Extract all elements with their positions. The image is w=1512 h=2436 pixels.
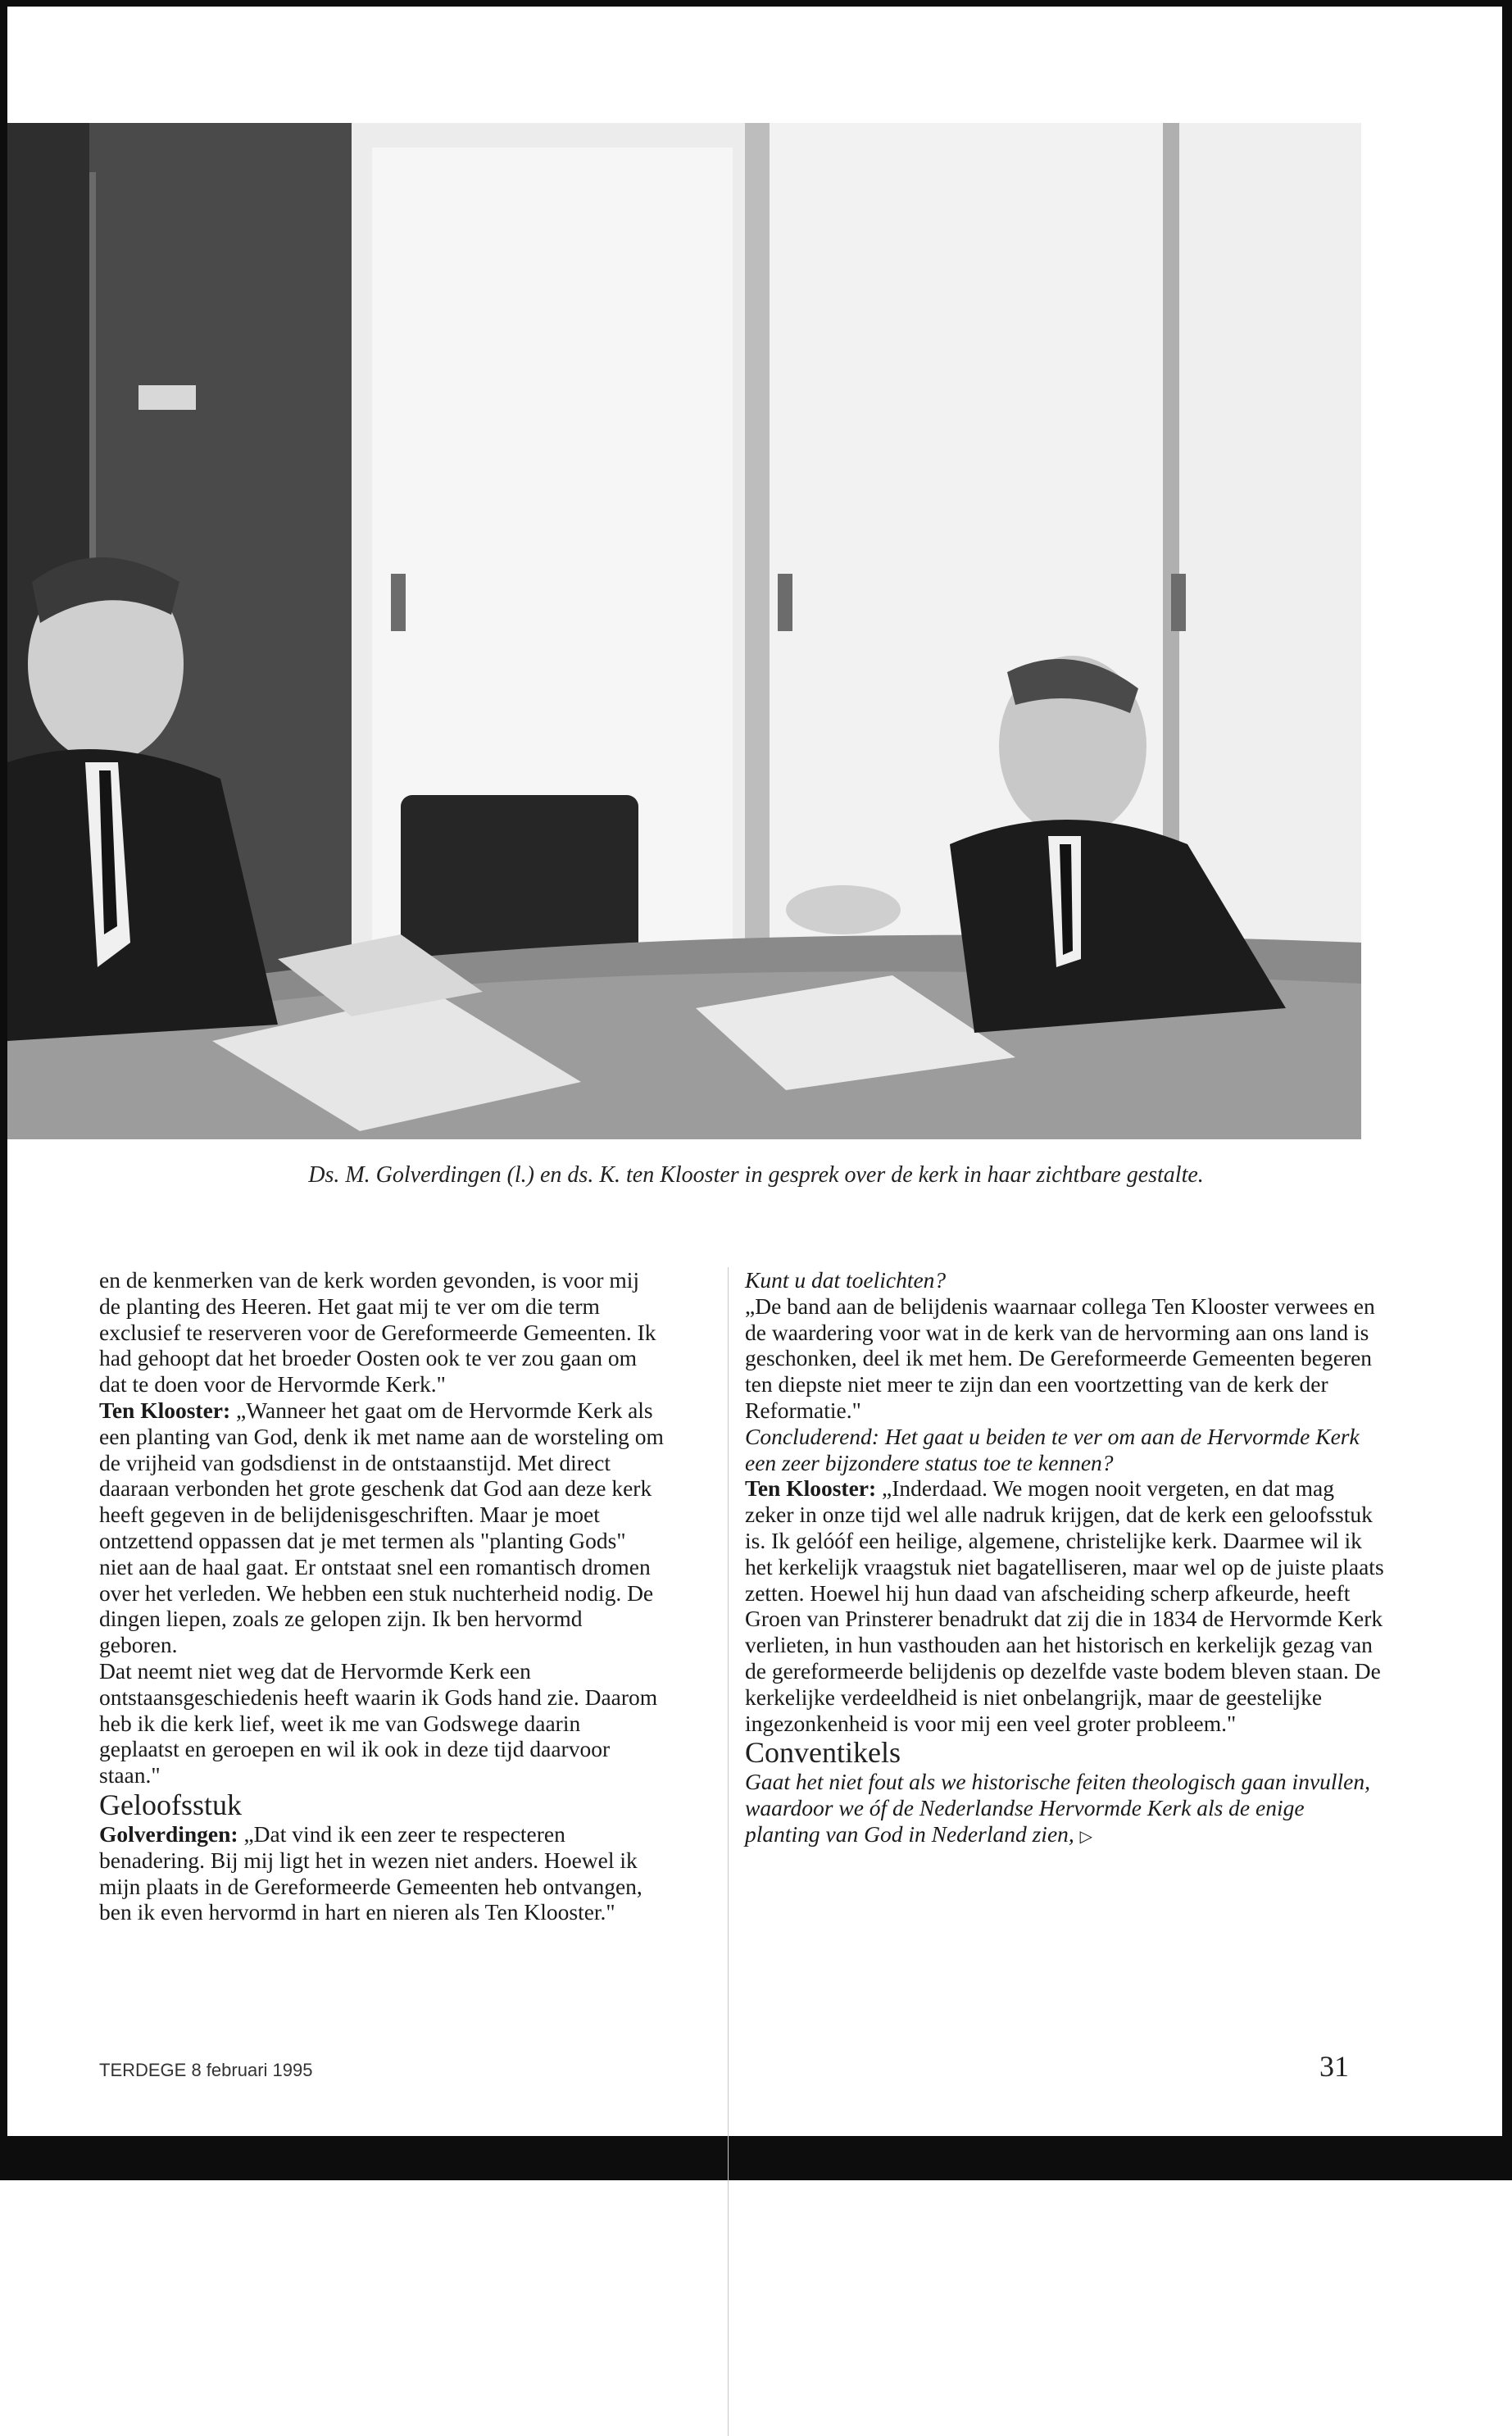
left-paragraph-1: en de kenmerken van de kerk worden gevonden, is voor mij de planting des Heeren. Het gaat mij te ver om die term exclusief te reserveren voor de Gereformeerde Gemeenten. Ik had gehoopt dat het broeder Oosten ook te ver zou gaan om dat te doen voor de Hervormde Kerk." — [99, 1267, 656, 1398]
question-3-paragraph — [745, 1769, 1384, 1850]
answer-1: „De band aan de belijdenis waarnaar collega Ten Klooster verwees en de waardering voor wat in de kerk van de hervorming aan ons land is geschonken, deel ik met hem. De Gereformeerde Gemeenten begeren ten diepste niet meer te zijn dan een voortzetting van de kerk der Reformatie." — [745, 1293, 1375, 1423]
footer-publication: TERDEGE 8 februari 1995 — [99, 2060, 313, 2080]
left-paragraph-2: Dat neemt niet weg dat de Hervormde Kerk een ontstaansgeschiedenis heeft waarin ik Gods hand zie. Daarom heb ik die kerk lief, weet ik me van Godswege daarin geplaatst en geroepen en wil ik ook in deze tijd daarvoor staan." — [99, 1657, 658, 1788]
speaker-text: „Inderdaad. We mogen nooit vergeten, en dat mag zeker in onze tijd wel alle nadruk krijgen, dat de kerk een geloofsstuk is. Ik gelóóf een heilige, algemene, christelijke kerk. Daarmee wil ik het kerkelijk vraagstuk niet bagatelliseren, maar wel op de juiste plaats zetten. Hoewel hij hun daad van afscheiding scherp afkeurde, heeft Groen van Prinsterer benadrukt dat zij die in 1834 de Hervormde Kerk verlieten, in hun vasthouden aan het historisch en kerkelijk gezag van de gereformeerde belijdenis op dezelfde vaste bodem bleven staan. De kerkelijke verdeeldheid is niet onbelangrijk, maar de geestelijke ingezonkenheid is voor mij een veel groter probleem." — [745, 1475, 1384, 1736]
question-3: Gaat het niet fout als we historische feiten theologisch gaan invullen, waardoor we óf de Nederlandse Hervormde Kerk als de enige planting van God in Nederland zien, — [745, 1769, 1371, 1847]
left-paragraph-speaker-ten-klooster — [99, 1398, 665, 1658]
section-heading-conventikels: Conventikels — [745, 1736, 901, 1770]
right-paragraph-speaker-ten-klooster — [745, 1475, 1384, 1736]
left-paragraph-speaker-golverdingen — [99, 1821, 665, 1925]
photo-caption: Ds. M. Golverdingen (l.) en ds. K. ten Klooster in gesprek over de kerk in haar zichtbare gestalte. — [308, 1162, 1204, 1188]
left-column — [99, 1267, 665, 1925]
scan-edge-top — [0, 0, 1512, 7]
speaker-label: Golverdingen: — [99, 1820, 238, 1847]
scan-edge-right — [1502, 0, 1512, 2180]
question-1: Kunt u dat toelichten? — [745, 1267, 947, 1293]
speaker-text: „Wanneer het gaat om de Hervormde Kerk als een planting van God, denk ik met name aan de worsteling om de vrijheid van godsdienst in de ontstaanstijd. Met direct daaraan verbonden het grote geschenk dat God aan deze kerk heeft gegeven in de belijdenisgeschriften. Maar je moet ontzettend oppassen dat je met termen als "planting Gods" niet aan de haal gaat. Er ontstaat snel een romantisch dromen over het verleden. We hebben een stuk nuchterheid nodig. De dingen liepen, zoals ze gelopen zijn. Ik ben hervormd geboren. — [99, 1397, 664, 1658]
photo-icon — [7, 123, 1361, 1139]
scan-edge-left — [0, 0, 7, 2180]
question-2: Concluderend: Het gaat u beiden te ver om aan de Hervormde Kerk een zeer bijzondere status toe te kennen? — [745, 1423, 1360, 1475]
right-column — [745, 1267, 1384, 1851]
column-divider — [728, 1267, 729, 2436]
scan-edge-bottom — [0, 2136, 1512, 2180]
continue-arrow-icon: ▷ — [1079, 1827, 1093, 1846]
page-number: 31 — [1319, 2050, 1349, 2083]
speaker-text: „Dat vind ik een zeer te respecteren benadering. Bij mij ligt het in wezen niet anders. Hoewel ik mijn plaats in de Gereformeerde Gemeenten heb ontvangen, ben ik even hervormd in hart en nieren als Ten Klooster." — [99, 1820, 642, 1925]
interview-photo — [7, 123, 1361, 1139]
speaker-label: Ten Klooster: — [745, 1475, 877, 1502]
section-heading-geloofsstuk: Geloofsstuk — [99, 1788, 242, 1821]
speaker-label: Ten Klooster: — [99, 1397, 231, 1423]
